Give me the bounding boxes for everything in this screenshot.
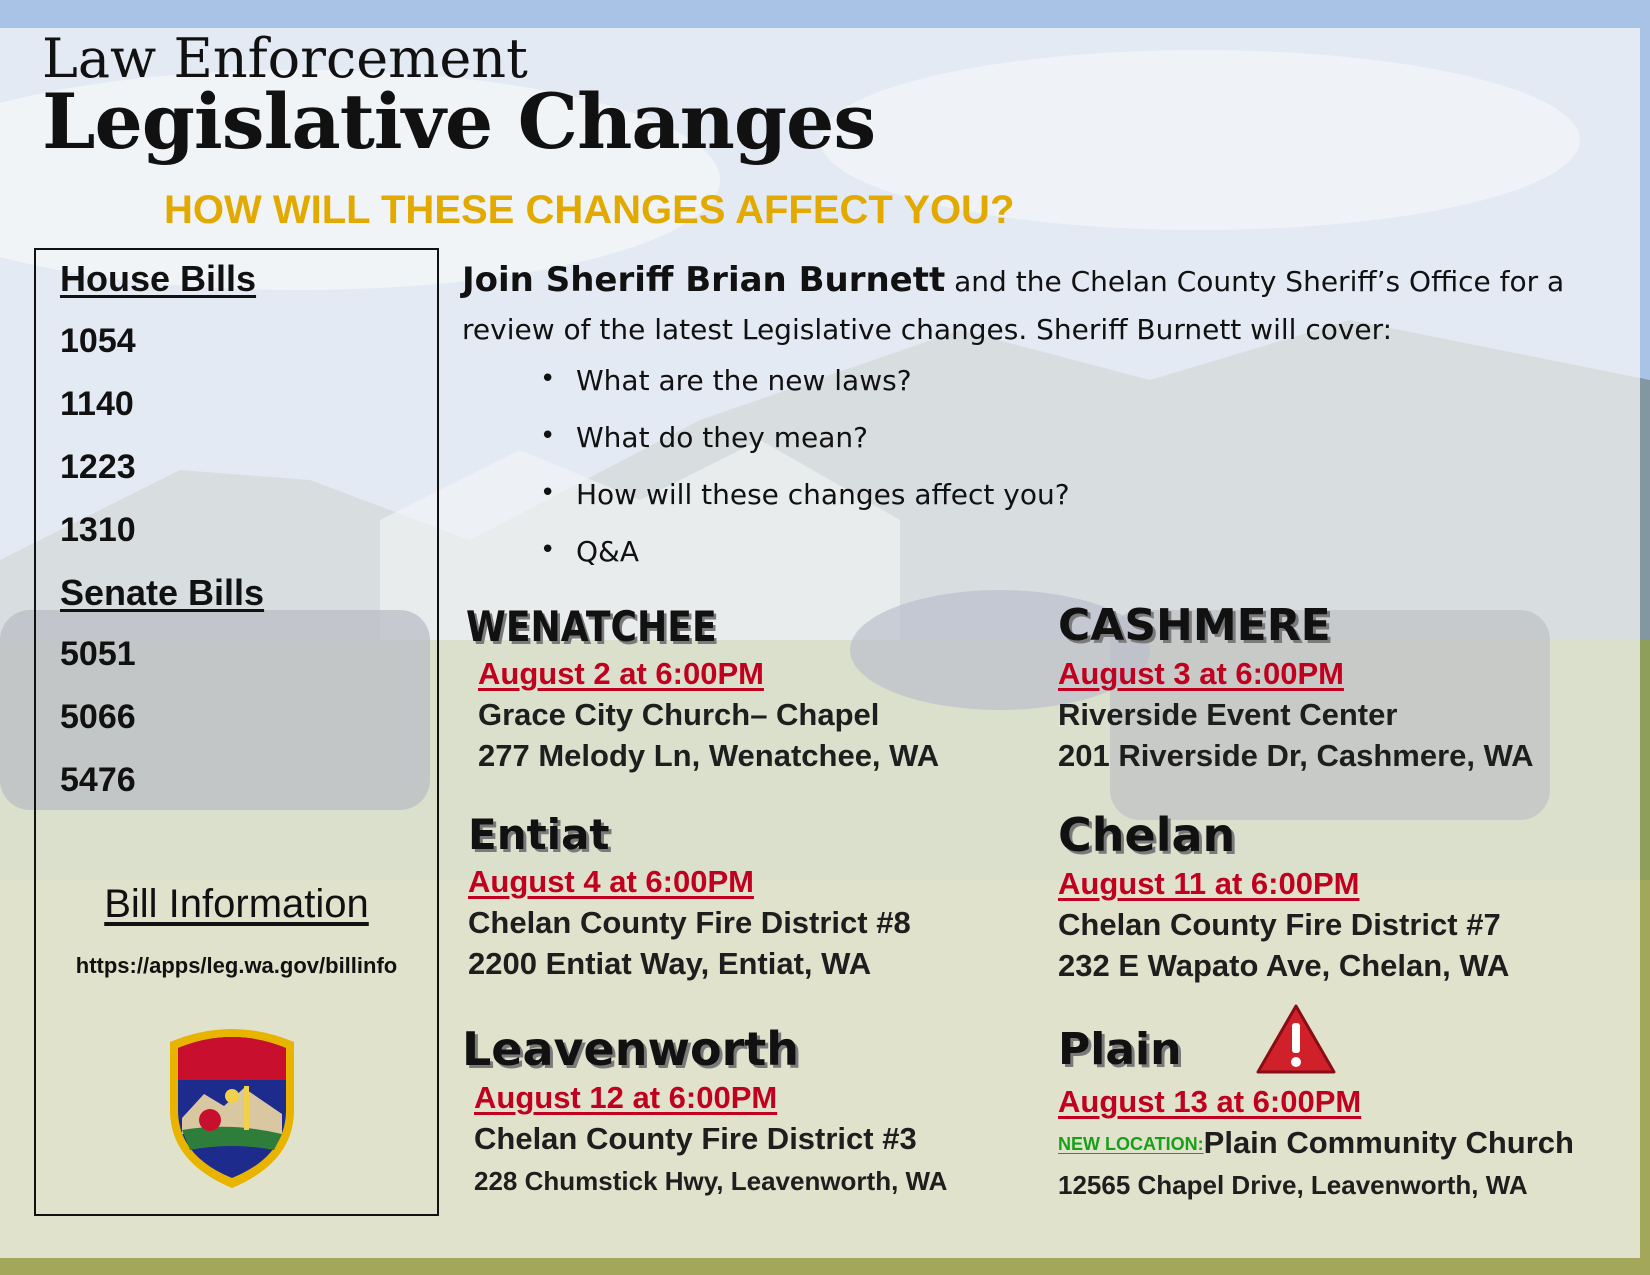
event-venue: Grace City Church– Chapel <box>478 697 880 732</box>
house-bills-heading: House Bills <box>60 258 257 299</box>
event-date: August 13 at 6:00PM <box>1058 1084 1362 1119</box>
topic-item: • What are the new laws? <box>540 364 1070 421</box>
topic-item: • How will these changes affect you? <box>540 478 1070 535</box>
intro-paragraph <box>462 256 1612 354</box>
senate-bill-number: 5051 <box>60 635 136 673</box>
subtitle: HOW WILL THESE CHANGES AFFECT YOU? <box>164 188 1015 232</box>
location-name: WENATCHEE <box>466 602 717 651</box>
event-address: 201 Riverside Dr, Cashmere, WA <box>1058 738 1534 773</box>
event-venue: Chelan County Fire District #8 <box>468 905 911 940</box>
location-name: Plain <box>1058 1024 1182 1075</box>
event-venue: Chelan County Fire District #3 <box>474 1121 917 1156</box>
location-leavenworth <box>462 1022 948 1196</box>
event-address: 277 Melody Ln, Wenatchee, WA <box>478 738 940 773</box>
event-address: 232 E Wapato Ave, Chelan, WA <box>1058 948 1510 983</box>
senate-bill-number: 5066 <box>60 698 136 736</box>
event-date: August 11 at 6:00PM <box>1058 866 1360 901</box>
location-name: Entiat <box>468 810 610 859</box>
location-chelan <box>1058 808 1510 983</box>
bill-info-link[interactable]: https://apps/leg.wa.gov/billinfo <box>75 953 398 978</box>
location-entiat <box>468 810 911 981</box>
senate-bill-number: 5476 <box>60 761 136 799</box>
house-bill-number: 1310 <box>60 511 136 549</box>
house-bill-number: 1140 <box>60 385 134 423</box>
house-bill-number: 1223 <box>60 448 136 486</box>
topic-item: • Q&A <box>540 535 1070 592</box>
event-address: 2200 Entiat Way, Entiat, WA <box>468 946 872 981</box>
event-date: August 3 at 6:00PM <box>1058 656 1344 691</box>
event-date: August 4 at 6:00PM <box>468 864 754 899</box>
location-name: CASHMERE <box>1058 600 1331 651</box>
new-location-label: NEW LOCATION: <box>1058 1134 1204 1154</box>
title-law-enforcement: Law Enforcement <box>42 27 528 90</box>
event-address: 228 Chumstick Hwy, Leavenworth, WA <box>474 1166 948 1196</box>
location-name: Leavenworth <box>462 1022 800 1076</box>
sheriff-badge-logo <box>164 1022 300 1190</box>
event-address: 12565 Chapel Drive, Leavenworth, WA <box>1058 1170 1528 1200</box>
event-venue: Chelan County Fire District #7 <box>1058 907 1501 942</box>
title-legislative-changes: Legislative Changes <box>42 77 876 166</box>
event-venue: Plain Community Church <box>1203 1125 1574 1160</box>
location-name: Chelan <box>1058 808 1236 862</box>
intro-lead: Join Sheriff Brian Burnett <box>462 260 946 300</box>
event-date: August 12 at 6:00PM <box>474 1080 778 1115</box>
location-cashmere <box>1058 600 1534 773</box>
intro-rest: and the Chelan County Sheriff’s Office for a review of the latest Legislative changes. Sheriff Burnett will cover: <box>462 265 1565 346</box>
location-wenatchee <box>466 602 940 773</box>
bills-sidebar <box>34 248 439 1216</box>
event-date: August 2 at 6:00PM <box>478 656 764 691</box>
topics-list <box>540 364 1070 592</box>
event-venue-line <box>1058 1127 1574 1158</box>
house-bill-number: 1054 <box>60 322 136 360</box>
bill-information-heading: Bill Information <box>104 882 369 926</box>
topic-item: • What do they mean? <box>540 421 1070 478</box>
senate-bills-heading: Senate Bills <box>60 572 265 613</box>
warning-triangle-icon <box>1255 1003 1337 1075</box>
event-venue: Riverside Event Center <box>1058 697 1398 732</box>
